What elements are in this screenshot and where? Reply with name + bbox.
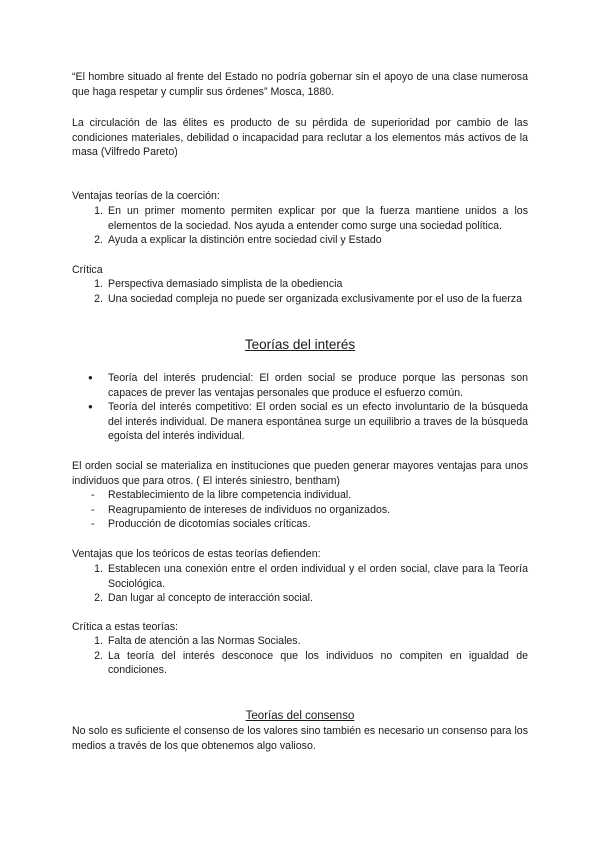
list-item: ● Teoría del interés prudencial: El orden social se produce porque las personas son capaces de prever las ventajas personales que produce el esfuerzo común. [88, 372, 528, 399]
interest-dash-list [72, 488, 528, 532]
interest-bullet-list [72, 371, 528, 444]
list-item: 1. Falta de atención a las Normas Sociales. [94, 635, 301, 647]
pareto-paragraph: La circulación de las élites es producto de su pérdida de superioridad por cambio de las condiciones materiales, debilidad o incapacidad para reclutar a los elementos más activos de la masa (Vilfredo Pareto) [72, 117, 528, 159]
list-item: 2. La teoría del interés desconoce que los individuos no compiten en igualdad de condiciones. [94, 649, 528, 677]
interest-critique-title: Crítica a estas teorías: [72, 621, 178, 633]
interest-critique-list [72, 634, 528, 678]
list-item: - Producción de dicotomías sociales críticas. [91, 518, 311, 531]
interest-heading: Teorías del interés [244, 337, 356, 352]
list-item: 2. Una sociedad compleja no puede ser organizada exclusivamente por el uso de la fuerza [94, 292, 522, 305]
coercion-critique-list [72, 277, 528, 306]
list-item: 2. Ayuda a explicar la distinción entre sociedad civil y Estado [94, 234, 382, 247]
interest-advantages-list [72, 562, 528, 606]
coercion-advantages-list [72, 204, 528, 248]
list-item: 1. Establecen una conexión entre el orden individual y el orden social, clave para la Teoría Sociológica. [94, 563, 528, 590]
social-order-paragraph: El orden social se materializa en instituciones que pueden generar mayores ventajas para unos individuos que para otros. ( El interés siniestro, bentham) [72, 460, 528, 487]
mosca-quote: “El hombre situado al frente del Estado no podría gobernar sin el apoyo de una clase numerosa que haga respetar y cumplir sus órdenes” Mosca, 1880. [72, 71, 528, 98]
coercion-advantages-title: Ventajas teorías de la coerción: [72, 190, 220, 202]
list-item: ● Teoría del interés competitivo: El orden social es un efecto involuntario de la búsqueda del interés individual. De manera espontánea surge un equilibrio a traves de la búsqueda egoísta del interés individual. [88, 401, 528, 443]
interest-advantages-title: Ventajas que los teóricos de estas teorías defienden: [72, 548, 321, 560]
list-item: 2. Dan lugar al concepto de interacción social. [94, 592, 313, 605]
coercion-critique-title: Crítica [72, 264, 103, 276]
list-item: 1. Perspectiva demasiado simplista de la obediencia [94, 278, 343, 290]
consensus-heading: Teorías del consenso [245, 710, 355, 722]
list-item: - Reagrupamiento de intereses de individuos no organizados. [91, 503, 391, 516]
list-item: - Restablecimiento de la libre competencia individual. [91, 489, 352, 501]
list-item: 1. En un primer momento permiten explicar por que la fuerza mantiene unidos a los elementos de la sociedad. Nos ayuda a entender como surge una sociedad política. [94, 205, 528, 232]
consensus-paragraph: No solo es suficiente el consenso de los valores sino también es necesario un consenso para los medios a través de los que obtenemos algo valioso. [72, 725, 528, 752]
